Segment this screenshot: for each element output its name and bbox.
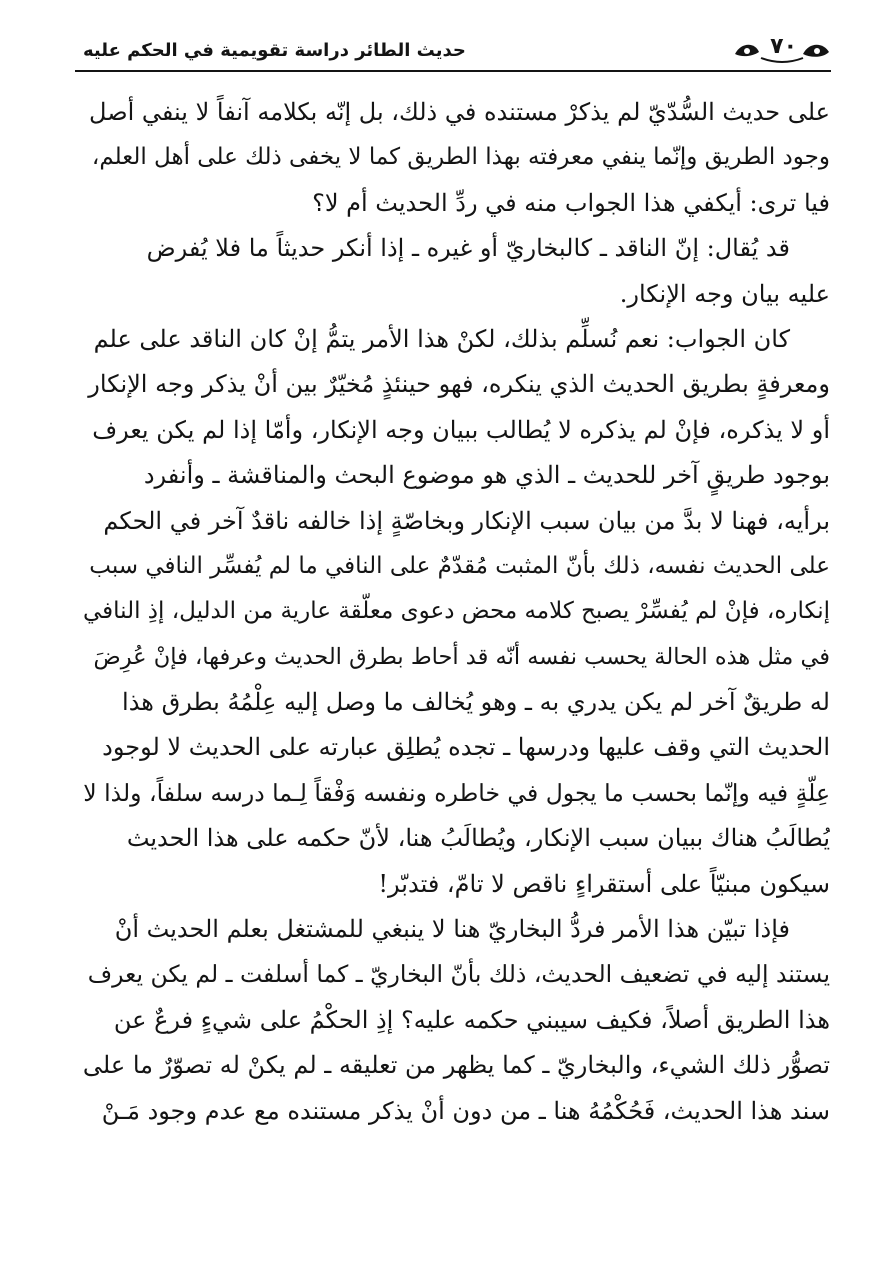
text-line: تصوُّر ذلك الشيء، والبخاريّ ـ كما يظهر من تعليقه ـ لم يكنْ له تصوّرٌ ما على xyxy=(82,1051,830,1080)
header-divider xyxy=(75,70,831,72)
text-line: عليه بيان وجه الإنكار. xyxy=(619,279,830,308)
text-line: ومعرفةٍ بطريق الحديث الذي ينكره، فهو حينئذٍ مُخيّرٌ بين أنْ يذكر وجه الإنكار xyxy=(88,370,830,399)
page-number: ٧٠ xyxy=(770,34,797,59)
text-line: برأيه، فهنا لا بدَّ من بيان سبب الإنكار وبخاصّةٍ إذا خالفه ناقدٌ آخر في الحكم xyxy=(103,506,830,535)
text-line: وجود الطريق وإنّما ينفي معرفته بهذا الطريق كما لا يخفى ذلك على أهل العلم، xyxy=(91,144,830,171)
paragraph xyxy=(80,226,830,317)
text-line: عِلّةٍ فيه وإنّما بحسب ما يجول في خاطره ونفسه وَفْقاً لِـما درسه سلفاً، ولذا لا xyxy=(83,778,830,807)
text-line: هذا الطريق أصلاً، فكيف سيبني حكمه عليه؟ إذِ الحكْمُ على شيءٍ فرعٌ عن xyxy=(113,1005,830,1034)
text-line: كان الجواب: نعم نُسلِّم بذلك، لكنْ هذا الأمر يتمُّ إنْ كان الناقد على علم xyxy=(93,324,790,353)
paragraph xyxy=(80,907,830,1134)
body-text xyxy=(80,90,830,1134)
text-line: يُطالَبُ هناك ببيان سبب الإنكار، ويُطالَبُ هنا، لأنّ حكمه على هذا الحديث xyxy=(126,824,830,853)
text-line: على حديث السُّدّيّ لم يذكرْ مستنده في ذلك، بل إنّه بكلامه آنفاً لا ينفي أصل xyxy=(89,98,830,126)
book-title: حديث الطائر دراسة تقويمية في الحكم عليه xyxy=(83,40,466,61)
text-line: يستند إليه في تضعيف الحديث، ذلك بأنّ البخاريّ ـ كما أسلفت ـ لم يكن يعرف xyxy=(87,960,830,989)
text-line: سند هذا الحديث، فَحُكْمُهُ هنا ـ من دون أنْ يذكر مستنده مع عدم وجود مَـنْ xyxy=(101,1096,830,1125)
text-line: له طريقٌ آخر لم يكن يدري به ـ وهو يُخالف ما وصل إليه عِلْمُهُ بطرق هذا xyxy=(122,688,830,717)
text-line: أو لا يذكره، فإنْ لم يذكره لا يُطالب ببيان وجه الإنكار، وأمّا إذا لم يكن يعرف xyxy=(92,415,830,444)
text-line: قد يُقال: إنّ الناقد ـ كالبخاريّ أو غيره ـ إذا أنكر حديثاً ما فلا يُفرض xyxy=(146,234,790,263)
text-line: بوجود طريقٍ آخر للحديث ـ الذي هو موضوع البحث والمناقشة ـ وأنفرد xyxy=(143,461,830,490)
text-line: فإذا تبيّن هذا الأمر فردُّ البخاريّ هنا لا ينبغي للمشتغل بعلم الحديث أنْ xyxy=(114,915,790,944)
text-line: سيكون مبنيّاً على أستقراءٍ ناقص لا تامّ، فتدبّر! xyxy=(378,869,830,898)
text-line: الحديث التي وقف عليها ودرسها ـ تجده يُطلِق عبارته على الحديث لا لوجود xyxy=(102,733,830,762)
running-header xyxy=(75,28,831,72)
paragraph xyxy=(80,317,830,907)
paragraph xyxy=(80,90,830,226)
text-line: فيا ترى: أيكفي هذا الجواب منه في ردِّ الحديث أم لا؟ xyxy=(312,188,830,217)
text-line: إنكاره، فإنْ لم يُفسِّرْ يصبح كلامه محض دعوى معلّقة عارية من الدليل، إذِ النافي xyxy=(82,598,830,625)
text-line: على الحديث نفسه، ذلك بأنّ المثبت مُقدّمٌ على النافي ما لم يُفسِّر النافي سبب xyxy=(89,552,830,579)
text-line: في مثل هذه الحالة يحسب نفسه أنّه قد أحاط بطرق الحديث وعرفها، فإنْ عُرِضَ xyxy=(93,643,830,670)
